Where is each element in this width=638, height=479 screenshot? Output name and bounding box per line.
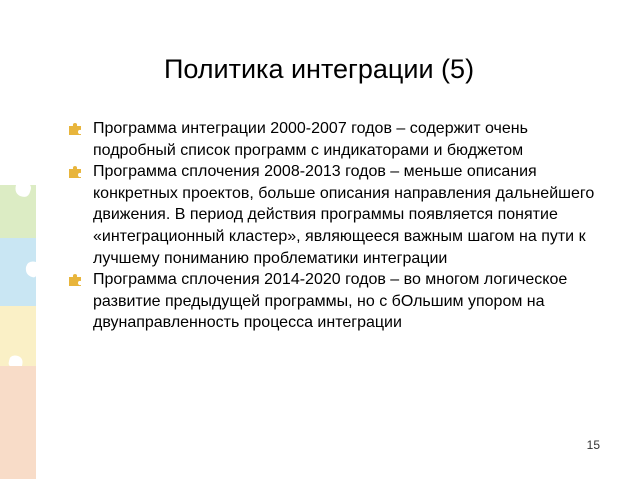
bullet-text: Программа сплочения 2008-2013 годов – меньше описания конкретных проектов, больше описания направления дальнейшего движения. В период действия программы появляется понятие «интеграционный кластер», являющееся важным шагом на пути к лучшему пониманию проблематики интеграции [93, 163, 595, 267]
puzzle-piece-icon [68, 122, 82, 136]
puzzle-piece-orange-icon [0, 366, 36, 479]
puzzle-piece-icon [68, 165, 82, 179]
puzzle-piece-yellow-icon [0, 306, 36, 366]
puzzle-piece-icon [68, 273, 82, 287]
bullet-item [68, 118, 608, 161]
bullet-text: Программа сплочения 2014-2020 годов – во многом логическое развитие предыдущей программы, но с бОльшим упором на двунаправленность процесса интеграции [93, 271, 568, 332]
bullet-list [68, 118, 608, 334]
bullet-item [68, 269, 608, 334]
puzzle-piece-green-icon [0, 185, 36, 238]
puzzle-piece-blue-icon [0, 238, 36, 306]
page-number: 15 [586, 438, 600, 452]
bullet-item [68, 161, 608, 269]
slide-title: Политика интеграции (5) [163, 54, 475, 84]
bullet-text: Программа интеграции 2000-2007 годов – содержит очень подробный список программ с индикаторами и бюджетом [93, 120, 528, 159]
